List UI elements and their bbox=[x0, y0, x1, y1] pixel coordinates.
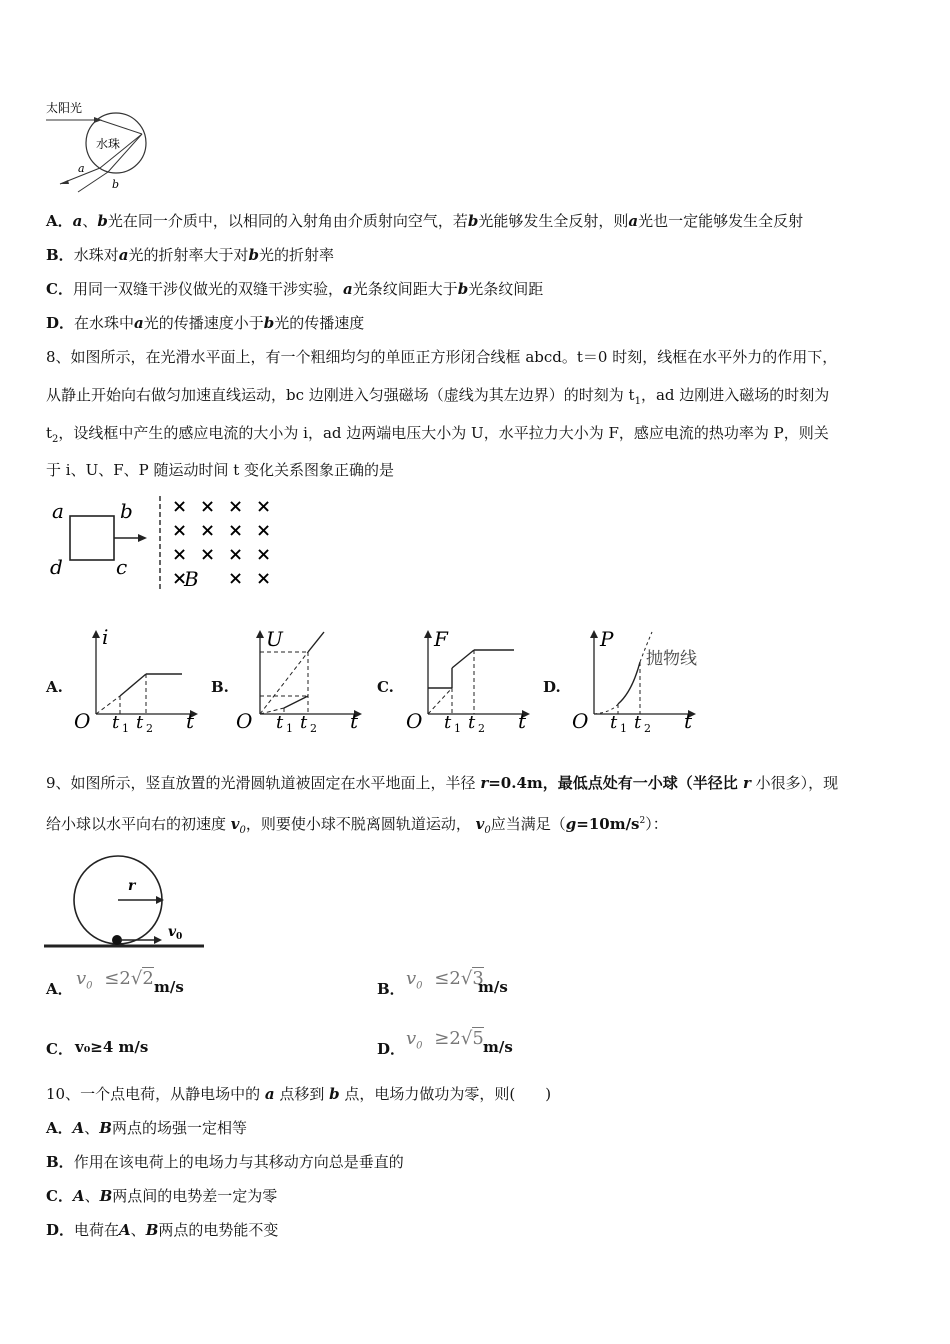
q8-option-c-label: C. bbox=[377, 678, 394, 696]
q9-stem-line1: 9、如图所示，竖直放置的光滑圆轨道被固定在水平地面上，半径 r=0.4m，最低点处有一小球（半径比 r 小很多），现 bbox=[46, 774, 839, 792]
graph-d-t1: t bbox=[610, 712, 618, 733]
field-b-label: B bbox=[184, 567, 199, 591]
q9-stem-line2: 给小球以水平向右的初速度 $v_0$，则要使小球不脱离圆轨道运动， $v_0$应当满足$(g=10m/s^2)$： bbox=[46, 815, 668, 836]
graph-c-t2: t bbox=[468, 712, 476, 733]
graph-a-t2-sub: 2 bbox=[146, 722, 153, 735]
corner-a: a bbox=[52, 499, 64, 523]
q9-option-d-formula: $v_0 \ge 2√5$ bbox=[406, 1028, 484, 1052]
q8-stem-line1: 8、如图所示，在光滑水平面上，有一个粗细均匀的单匝正方形闭合线框 abcd。t＝0 时刻，线框在水平外力的作用下， bbox=[46, 348, 838, 366]
q9-option-d-label: D． bbox=[377, 1040, 406, 1058]
water-drop-figure bbox=[44, 98, 154, 196]
graph-d-t1-sub: 1 bbox=[620, 722, 627, 735]
v0-sub: 0 bbox=[176, 932, 183, 942]
graph-c-x-label: t bbox=[518, 709, 527, 733]
q7-option-a: A．a、b光在同一介质中，以相同的入射角由介质射向空气，若b光能够发生全反射，则a光也一定能够发生全反射 bbox=[46, 212, 804, 230]
graph-c-t2-sub: 2 bbox=[478, 722, 485, 735]
q7-option-b: B．水珠对a光的折射率大于对b光的折射率 bbox=[46, 246, 334, 264]
q8-option-a-label: A. bbox=[46, 678, 63, 696]
q9-option-b-formula: $v_0 \le 2√3$ bbox=[406, 968, 484, 992]
q9-option-a-formula: $v_0 \le 2√2$ bbox=[76, 968, 154, 992]
graph-b-x-label: t bbox=[350, 709, 359, 733]
corner-c: c bbox=[116, 555, 128, 579]
graph-c-y-label: F bbox=[434, 628, 448, 651]
graph-a-y-label: i bbox=[102, 628, 109, 649]
q8-option-d-label: D. bbox=[543, 678, 561, 696]
q8-stem-line3: $t_2$，设线框中产生的感应电流的大小为 i，ad 边两端电压大小为 U，水平拉力大小为 F，感应电流的热功率为 P，则关 bbox=[46, 424, 829, 445]
v0-label: v bbox=[168, 924, 177, 940]
graph-b-t2: t bbox=[300, 712, 308, 733]
corner-b: b bbox=[120, 499, 133, 523]
q9-option-c-label: C． bbox=[46, 1040, 73, 1058]
sunlight-label: 太阳光 bbox=[46, 101, 83, 115]
field-cross: × bbox=[228, 568, 244, 589]
field-cross: × bbox=[256, 568, 272, 589]
field-cross: × bbox=[228, 520, 244, 541]
field-cross: × bbox=[172, 520, 188, 541]
graph-c-origin: O bbox=[406, 709, 423, 733]
graph-c-t1-sub: 1 bbox=[454, 722, 461, 735]
field-cross: × bbox=[172, 496, 188, 517]
q8-stem-line2: 从静止开始向右做匀加速直线运动，bc 边刚进入匀强磁场（虚线为其左边界）的时刻为 $t_1$，ad 边刚进入磁场的时刻为 bbox=[46, 386, 830, 407]
field-cross: × bbox=[200, 496, 216, 517]
q7-option-d: D．在水珠中a光的传播速度小于b光的传播速度 bbox=[46, 314, 365, 332]
graph-a-origin: O bbox=[74, 709, 91, 733]
q8-option-b-label: B. bbox=[211, 678, 229, 696]
graph-a-current bbox=[70, 628, 200, 736]
parabola-note: 抛物线 bbox=[646, 649, 697, 669]
coil-field-figure bbox=[44, 494, 284, 594]
field-cross: × bbox=[256, 544, 272, 565]
field-cross: × bbox=[172, 544, 188, 565]
ray-a-label: a bbox=[78, 162, 85, 175]
q7-option-c: C．用同一双缝干涉仪做光的双缝干涉实验，a光条纹间距大于b光条纹间距 bbox=[46, 280, 544, 298]
graph-d-origin: O bbox=[572, 709, 589, 733]
graph-d-power bbox=[568, 628, 708, 736]
graph-b-t1-sub: 1 bbox=[286, 722, 293, 735]
graph-a-t1-sub: 1 bbox=[122, 722, 129, 735]
q10-option-c: C．A、B两点间的电势差一定为零 bbox=[46, 1187, 278, 1205]
graph-d-t2: t bbox=[634, 712, 642, 733]
field-cross: × bbox=[200, 544, 216, 565]
field-cross: × bbox=[228, 544, 244, 565]
graph-d-t2-sub: 2 bbox=[644, 722, 651, 735]
q8-stem-line4: 于 i、U、F、P 随运动时间 t 变化关系图象正确的是 bbox=[46, 461, 395, 479]
q9-option-c-text: v₀≥4 m/s bbox=[75, 1038, 149, 1056]
ray-b-label: b bbox=[112, 178, 120, 191]
graph-b-voltage bbox=[234, 628, 364, 736]
q9-option-b-unit: m/s bbox=[478, 978, 508, 996]
drop-label: 水珠 bbox=[96, 137, 121, 151]
graph-b-origin: O bbox=[236, 709, 253, 733]
graph-b-t1: t bbox=[276, 712, 284, 733]
graph-d-x-label: t bbox=[684, 709, 693, 733]
circular-track-figure bbox=[44, 852, 210, 954]
q9-option-a-unit: m/s bbox=[154, 978, 184, 996]
graph-b-y-label: U bbox=[266, 628, 283, 651]
field-cross: × bbox=[256, 496, 272, 517]
q10-stem: 10、一个点电荷，从静电场中的 a 点移到 b 点，电场力做功为零，则( ) bbox=[46, 1085, 552, 1103]
q9-option-b-label: B． bbox=[377, 980, 405, 998]
q10-option-a: A．A、B两点的场强一定相等 bbox=[46, 1119, 247, 1137]
graph-b-t2-sub: 2 bbox=[310, 722, 317, 735]
radius-label: r bbox=[128, 878, 136, 894]
graph-a-t1: t bbox=[112, 712, 120, 733]
q9-option-d-unit: m/s bbox=[483, 1038, 513, 1056]
graph-a-t2: t bbox=[136, 712, 144, 733]
field-cross: × bbox=[200, 520, 216, 541]
field-cross: × bbox=[228, 496, 244, 517]
q10-option-d: D．电荷在A、B两点的电势能不变 bbox=[46, 1221, 279, 1239]
field-cross: × bbox=[256, 520, 272, 541]
corner-d: d bbox=[50, 555, 63, 579]
q10-option-b: B．作用在该电荷上的电场力与其移动方向总是垂直的 bbox=[46, 1153, 404, 1171]
graph-c-t1: t bbox=[444, 712, 452, 733]
field-cross: × bbox=[172, 568, 188, 589]
graph-a-x-label: t bbox=[186, 709, 195, 733]
graph-d-y-label: P bbox=[600, 628, 614, 651]
q9-option-a-label: A． bbox=[46, 980, 73, 998]
graph-c-force bbox=[402, 628, 532, 736]
